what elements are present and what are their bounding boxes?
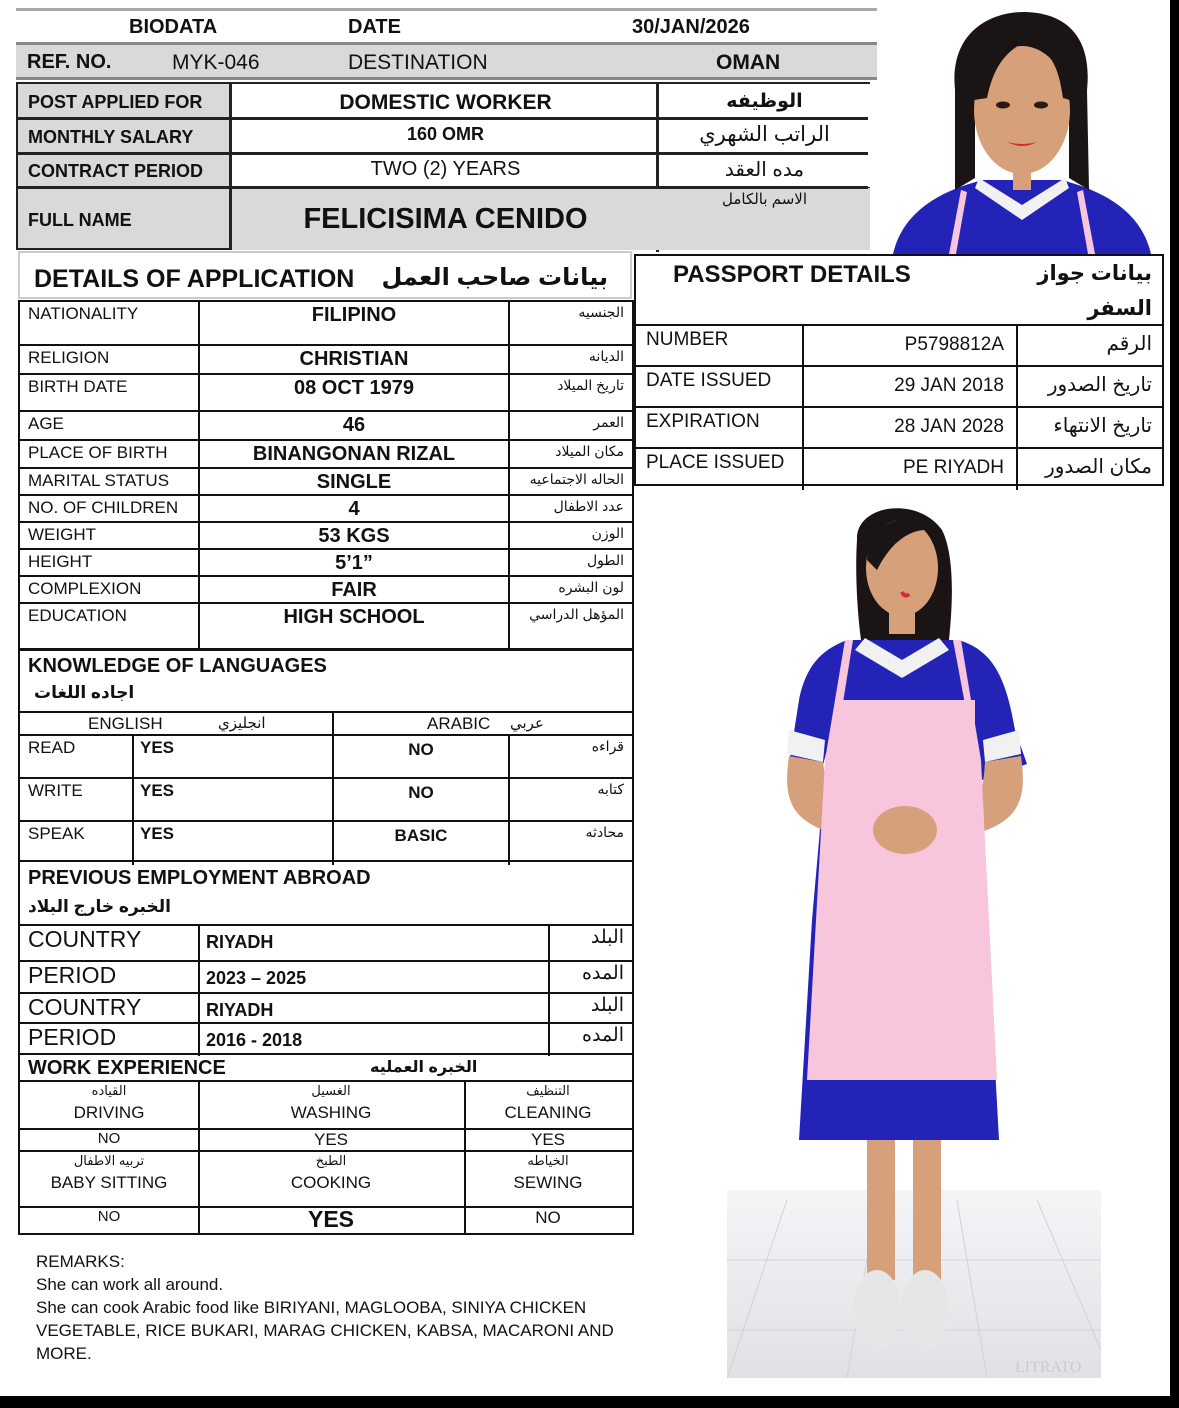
contract-label: CONTRACT PERIOD xyxy=(28,161,203,181)
language-divider xyxy=(508,822,510,865)
language-row xyxy=(20,736,632,779)
employment-divider xyxy=(198,994,200,1024)
ref-row xyxy=(16,42,877,80)
passport-row xyxy=(636,324,1162,365)
passport-row xyxy=(636,406,1162,447)
employment-row xyxy=(20,960,632,992)
work-skill-value: YES xyxy=(313,1130,349,1149)
passport-row-label: DATE ISSUED xyxy=(646,370,772,391)
remarks xyxy=(36,1250,636,1370)
post-value: DOMESTIC WORKER xyxy=(339,91,552,114)
work-divider xyxy=(198,1080,200,1235)
details-title: DETAILS OF APPLICATION xyxy=(34,265,355,293)
full-name-label: FULL NAME xyxy=(28,210,132,230)
employment-row-value: RIYADH xyxy=(206,932,274,952)
work-skill-label: SEWING xyxy=(513,1173,583,1192)
salary-arabic: الراتب الشهري xyxy=(699,123,830,146)
work-title: WORK EXPERIENCE xyxy=(28,1057,226,1079)
details-title-arabic: بيانات صاحب العمل xyxy=(381,264,608,291)
language-divider xyxy=(132,822,134,865)
language-row-label: READ xyxy=(28,738,76,757)
passport-row-arabic: الرقم xyxy=(1106,333,1152,355)
work-skill-arabic: القياده xyxy=(91,1083,127,1098)
employment-row-label: PERIOD xyxy=(28,1024,117,1050)
passport-divider xyxy=(1016,367,1018,408)
passport-row-value: PE RIYADH xyxy=(902,457,1004,478)
languages-title: KNOWLEDGE OF LANGUAGES xyxy=(28,655,327,677)
employment-row-label: COUNTRY xyxy=(28,994,142,1020)
language-row-arabic-level: NO xyxy=(408,740,434,759)
work-skill-arabic: الطبخ xyxy=(315,1153,347,1168)
passport-row-label: EXPIRATION xyxy=(646,411,760,432)
employment-row-value: 2016 - 2018 xyxy=(206,1030,303,1050)
details-row-arabic: تاريخ الميلاد xyxy=(557,377,624,393)
work-skill-cell xyxy=(464,1080,632,1128)
employment-row-arabic: البلد xyxy=(590,995,624,1016)
passport-table xyxy=(634,254,1164,486)
passport-divider xyxy=(802,408,804,449)
work-skill-cell xyxy=(198,1080,464,1128)
passport-divider xyxy=(802,367,804,408)
details-row-label: NO. OF CHILDREN xyxy=(28,498,179,517)
employment-row xyxy=(20,924,632,960)
passport-row-arabic: تاريخ الانتهاء xyxy=(1053,415,1152,437)
remarks-line-4: MORE. xyxy=(36,1344,92,1363)
ref-value: MYK-046 xyxy=(172,51,260,74)
arabic-header: ARABIC xyxy=(427,714,491,733)
remarks-title: REMARKS: xyxy=(36,1252,125,1271)
employment-divider xyxy=(548,994,550,1024)
watermark-text: LITRATO xyxy=(1015,1359,1082,1376)
passport-row-value: 29 JAN 2018 xyxy=(894,375,1004,396)
details-row-value: 08 OCT 1979 xyxy=(293,377,415,399)
passport-title-arabic-2: السفر xyxy=(1087,297,1152,320)
work-skill-value: NO xyxy=(97,1208,121,1225)
work-skill-arabic: الخياطه xyxy=(527,1153,569,1168)
passport-divider xyxy=(1016,449,1018,490)
work-skill-cell xyxy=(198,1150,464,1206)
details-row-arabic: مكان الميلاد xyxy=(555,443,624,459)
details-row-value: SINGLE xyxy=(316,471,392,493)
details-row xyxy=(20,302,632,346)
details-row-label: NATIONALITY xyxy=(28,304,139,323)
work-skill-cell xyxy=(20,1150,198,1206)
contract-value: TWO (2) YEARS xyxy=(370,158,521,180)
details-row-label: EDUCATION xyxy=(28,606,127,625)
details-row-value: FAIR xyxy=(331,579,377,601)
details-table xyxy=(18,300,634,650)
details-row-value: 4 xyxy=(348,498,360,520)
language-divider xyxy=(508,736,510,779)
details-row-value: HIGH SCHOOL xyxy=(283,606,425,628)
work-skill-arabic: التنظيف xyxy=(526,1083,570,1098)
details-row xyxy=(20,441,632,469)
passport-divider xyxy=(802,449,804,490)
employment-title: PREVIOUS EMPLOYMENT ABROAD xyxy=(28,867,371,889)
salary-value: 160 OMR xyxy=(406,124,485,144)
salary-label: MONTHLY SALARY xyxy=(28,127,194,147)
employment-row-label: COUNTRY xyxy=(28,926,142,952)
work-skill-arabic: تربيه الاطفال xyxy=(73,1153,145,1168)
passport-row xyxy=(636,447,1162,488)
employment-row-value: 2023 – 2025 xyxy=(206,968,307,988)
arabic-header-arabic: عربي xyxy=(510,715,544,732)
work-skill-value: YES xyxy=(530,1130,566,1149)
details-title-box xyxy=(18,251,632,299)
details-row-arabic: المؤهل الدراسي xyxy=(529,606,624,622)
passport-row-label: NUMBER xyxy=(646,329,729,350)
details-row-label: WEIGHT xyxy=(28,525,96,544)
contract-arabic: مده العقد xyxy=(724,159,805,181)
details-row-arabic: لون البشره xyxy=(558,579,624,595)
work-skill-value: NO xyxy=(535,1208,561,1227)
languages-section xyxy=(18,649,634,862)
employment-row xyxy=(20,1022,632,1054)
details-row-arabic: الديانه xyxy=(588,348,624,364)
language-row-arabic-label: محادثه xyxy=(585,824,624,840)
language-row-arabic-label: قراءه xyxy=(591,738,624,754)
details-row xyxy=(20,375,632,412)
english-header-arabic: انجليزي xyxy=(218,715,266,732)
details-row-value: FILIPINO xyxy=(311,304,397,326)
passport-row xyxy=(636,365,1162,406)
work-skill-label: DRIVING xyxy=(73,1103,145,1122)
details-row-value: 53 KGS xyxy=(318,525,390,547)
work-skill-cell xyxy=(20,1080,198,1128)
date-value: 30/JAN/2026 xyxy=(632,16,750,38)
details-row-arabic: الحاله الاجتماعيه xyxy=(529,471,624,487)
language-row-english: YES xyxy=(140,824,175,843)
employment-row-arabic: المده xyxy=(582,963,624,984)
language-row-arabic-level: NO xyxy=(408,783,434,802)
details-col-divider xyxy=(508,302,510,648)
remarks-line-1: She can work all around. xyxy=(36,1275,224,1294)
passport-divider xyxy=(802,326,804,367)
work-divider xyxy=(464,1080,466,1235)
language-divider xyxy=(332,736,334,779)
employment-divider xyxy=(198,1024,200,1056)
details-row-arabic: عدد الاطفال xyxy=(553,498,624,514)
details-row xyxy=(20,550,632,577)
headshot-photo xyxy=(893,10,1151,254)
remarks-line-3: VEGETABLE, RICE BUKARI, MARAG CHICKEN, KABSA, MACARONI AND xyxy=(36,1321,614,1340)
ref-label: REF. NO. xyxy=(27,51,112,73)
details-row xyxy=(20,412,632,441)
work-skill-value: NO xyxy=(97,1130,121,1147)
passport-row-value: P5798812A xyxy=(904,334,1004,355)
language-row-english: YES xyxy=(140,738,175,757)
english-header: ENGLISH xyxy=(88,714,163,733)
destination-value: OMAN xyxy=(716,51,781,74)
work-skill-arabic: الغسيل xyxy=(311,1083,351,1098)
full-name-value: FELICISIMA CENIDO xyxy=(303,203,588,235)
details-col-divider xyxy=(198,302,200,648)
language-row-label: SPEAK xyxy=(28,824,85,843)
details-row-label: BIRTH DATE xyxy=(28,377,128,396)
details-row-label: PLACE OF BIRTH xyxy=(28,443,168,462)
details-row-arabic: الطول xyxy=(586,552,624,568)
post-arabic: الوظيفه xyxy=(726,91,803,112)
remarks-line-2: She can cook Arabic food like BIRIYANI, MAGLOOBA, SINIYA CHICKEN xyxy=(36,1298,587,1317)
work-skill-label: CLEANING xyxy=(504,1103,592,1122)
destination-label: DESTINATION xyxy=(348,51,488,74)
languages-title-arabic: اجاده اللغات xyxy=(34,683,135,702)
details-row-value: 46 xyxy=(342,414,366,436)
language-row-english: YES xyxy=(140,781,175,800)
work-skill-label: COOKING xyxy=(290,1173,372,1192)
language-row-arabic-level: BASIC xyxy=(394,826,448,845)
details-row-arabic: العمر xyxy=(593,414,624,430)
language-row xyxy=(20,779,632,822)
passport-row-label: PLACE ISSUED xyxy=(646,452,785,473)
employment-row-value: RIYADH xyxy=(206,1000,274,1020)
passport-row-value: 28 JAN 2028 xyxy=(894,416,1004,437)
employment-title-arabic: الخبره خارج البلاد xyxy=(28,897,171,916)
details-row-label: COMPLEXION xyxy=(28,579,142,598)
header-band xyxy=(16,8,877,80)
details-row xyxy=(20,346,632,375)
details-row-label: HEIGHT xyxy=(28,552,93,571)
employment-divider xyxy=(548,1024,550,1056)
employment-divider xyxy=(198,962,200,994)
passport-row-arabic: تاريخ الصدور xyxy=(1047,374,1152,396)
details-row-label: MARITAL STATUS xyxy=(28,471,170,490)
employment-row-arabic: البلد xyxy=(590,927,624,948)
work-skill-value: YES xyxy=(307,1206,355,1232)
date-label: DATE xyxy=(348,16,401,38)
employment-row xyxy=(20,992,632,1022)
employment-row-arabic: المده xyxy=(582,1025,624,1046)
top-info-block xyxy=(16,82,870,250)
biodata-title: BIODATA xyxy=(129,16,218,38)
language-row-label: WRITE xyxy=(28,781,83,800)
work-skill-label: WASHING xyxy=(290,1103,372,1122)
details-row xyxy=(20,523,632,550)
passport-row-arabic: مكان الصدور xyxy=(1045,456,1152,478)
employment-divider xyxy=(548,926,550,962)
details-row-value: CHRISTIAN xyxy=(299,348,409,370)
details-row-value: 5’1” xyxy=(335,552,373,574)
passport-title: PASSPORT DETAILS xyxy=(673,261,911,288)
work-title-arabic: الخبره العمليه xyxy=(370,1059,478,1076)
full-name-arabic: الاسم بالكامل xyxy=(721,191,807,208)
work-section xyxy=(18,1053,634,1235)
language-row xyxy=(20,822,632,865)
details-row xyxy=(20,604,632,648)
details-row-label: AGE xyxy=(28,414,64,433)
passport-divider xyxy=(1016,408,1018,449)
employment-divider xyxy=(198,926,200,962)
language-divider xyxy=(132,779,134,822)
language-divider xyxy=(132,736,134,779)
language-divider xyxy=(508,779,510,822)
details-row-arabic: الجنسيه xyxy=(578,304,624,320)
work-skill-label: BABY SITTING xyxy=(50,1173,168,1192)
details-row-label: RELIGION xyxy=(28,348,110,367)
employment-row-label: PERIOD xyxy=(28,962,117,988)
language-divider xyxy=(332,822,334,865)
language-divider xyxy=(332,779,334,822)
work-skill-cell xyxy=(464,1150,632,1206)
details-row-value: BINANGONAN RIZAL xyxy=(252,443,456,465)
language-row-arabic-label: كتابه xyxy=(597,781,624,797)
details-row xyxy=(20,577,632,604)
post-label: POST APPLIED FOR xyxy=(28,92,203,112)
passport-divider xyxy=(1016,326,1018,367)
employment-section xyxy=(18,860,634,1055)
employment-divider xyxy=(548,962,550,994)
full-body-photo xyxy=(727,500,1101,1378)
details-row xyxy=(20,469,632,496)
passport-title-arabic-1: بيانات جواز xyxy=(1037,262,1152,285)
details-row-arabic: الوزن xyxy=(591,525,624,541)
details-row xyxy=(20,496,632,523)
